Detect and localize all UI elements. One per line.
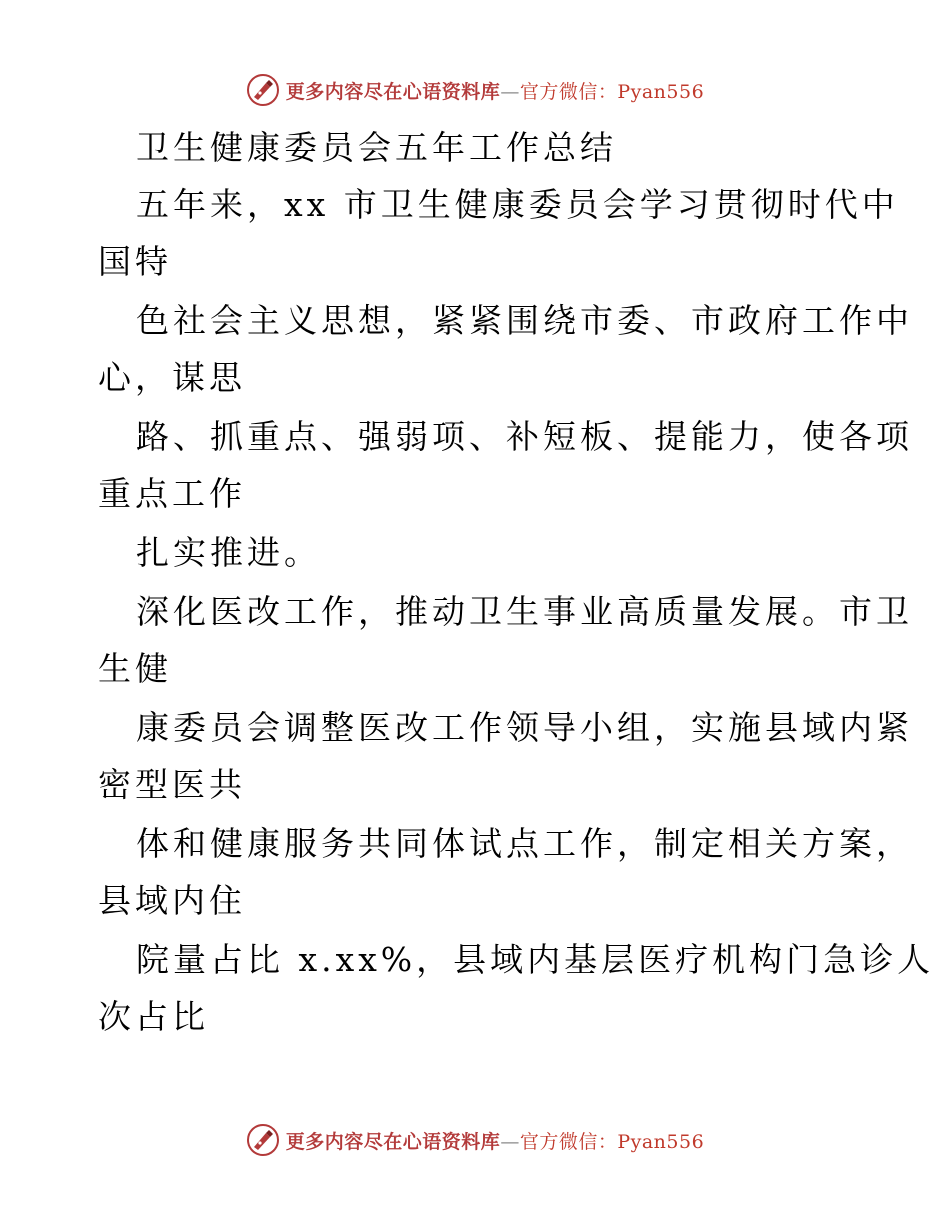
paragraph-line: 心，谋思 xyxy=(98,358,246,397)
watermark-wechat-label: 官方微信： xyxy=(519,80,618,103)
watermark-text xyxy=(286,1127,704,1154)
header-watermark xyxy=(0,70,950,110)
paragraph-line: 次占比 xyxy=(98,997,209,1036)
paragraph-line: 县域内住 xyxy=(98,881,246,920)
paragraph-line: 体和健康服务共同体试点工作，制定相关方案， xyxy=(136,824,913,863)
watermark-separator: — xyxy=(500,1130,520,1153)
paragraph-line: 路、抓重点、强弱项、补短板、提能力，使各项 xyxy=(136,417,913,456)
watermark-text xyxy=(286,77,704,104)
paragraph-line: 院量占比 x.xx%，县域内基层医疗机构门急诊人 xyxy=(136,940,935,979)
watermark-wechat-id: Pyan556 xyxy=(617,80,705,103)
paragraph-line: 扎实推进。 xyxy=(136,533,321,572)
watermark-separator: — xyxy=(500,80,520,103)
footer-watermark xyxy=(0,1120,950,1160)
document-title: 卫生健康委员会五年工作总结 xyxy=(136,128,617,167)
paragraph-line: 深化医改工作，推动卫生事业高质量发展。市卫 xyxy=(136,592,913,631)
watermark-wechat-label: 官方微信： xyxy=(519,1130,618,1153)
paragraph-line: 密型医共 xyxy=(98,765,246,804)
paragraph-line: 重点工作 xyxy=(98,474,246,513)
watermark-wechat-id: Pyan556 xyxy=(617,1130,705,1153)
watermark-main: 更多内容尽在心语资料库 xyxy=(285,80,501,103)
paragraph-line: 康委员会调整医改工作领导小组，实施县域内紧 xyxy=(136,708,913,747)
paragraph-line: 生健 xyxy=(98,649,172,688)
paragraph-line: 五年来，xx 市卫生健康委员会学习贯彻时代中 xyxy=(136,185,899,224)
watermark-main: 更多内容尽在心语资料库 xyxy=(285,1130,501,1153)
pen-logo-icon xyxy=(246,73,280,107)
pen-logo-icon xyxy=(246,1123,280,1157)
paragraph-line: 色社会主义思想，紧紧围绕市委、市政府工作中 xyxy=(136,301,913,340)
paragraph-line: 国特 xyxy=(98,242,172,281)
